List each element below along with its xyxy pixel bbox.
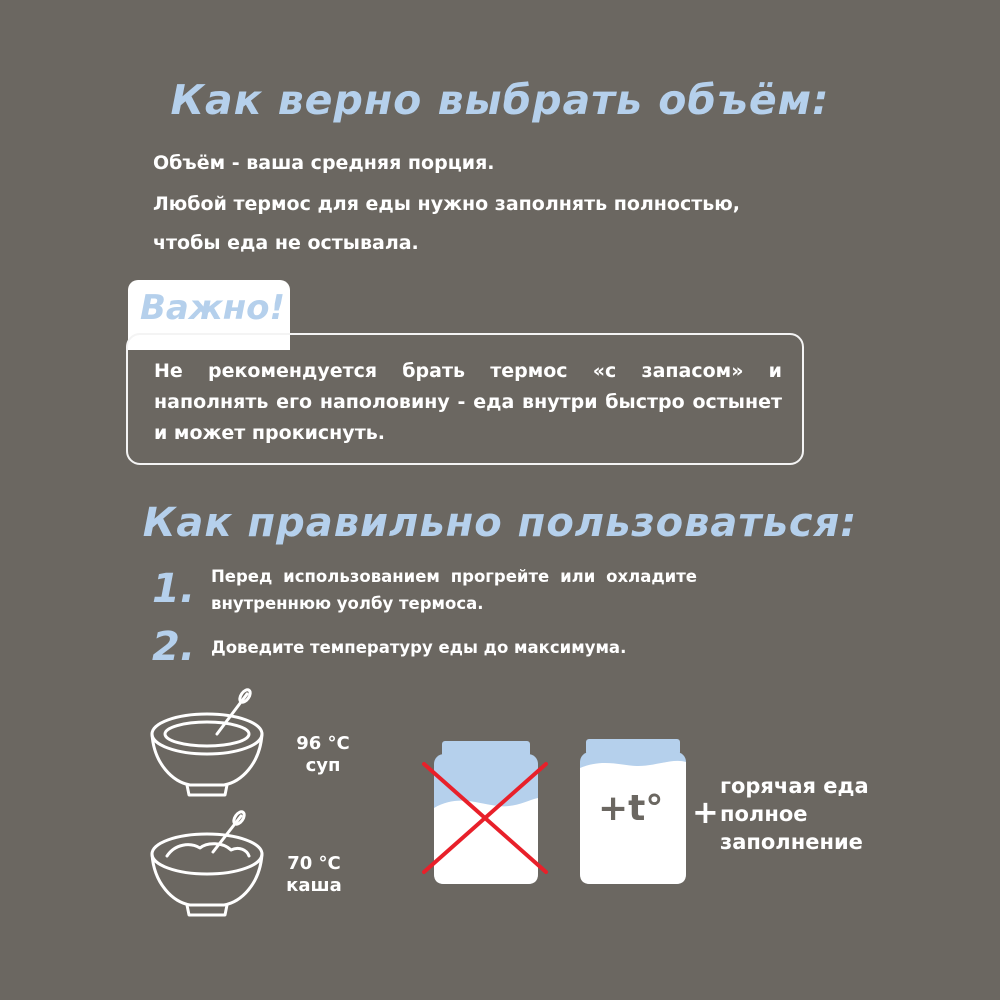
full-label: полное <box>720 802 808 826</box>
usage-title: Как правильно пользоваться: <box>142 500 858 546</box>
half-filled-thermos-icon <box>418 738 554 888</box>
important-label: Важно! <box>140 288 286 328</box>
step-text: Доведите температуру еды до максимума. <box>211 638 627 657</box>
step-number: 1. <box>152 566 196 612</box>
soup-label: суп <box>305 755 341 776</box>
soup-bowl-icon <box>145 682 270 800</box>
porridge-temperature: 70 °C <box>287 853 341 874</box>
plus-sign: + <box>692 793 719 831</box>
hot-food-label: горячая еда <box>720 774 869 798</box>
porridge-label: каша <box>286 875 342 896</box>
heat-label: +t° <box>598 788 664 829</box>
step-number: 2. <box>152 624 196 670</box>
page-title: Как верно выбрать объём: <box>170 76 830 124</box>
filling-label: заполнение <box>720 830 863 854</box>
intro-line: чтобы еда не остывала. <box>153 232 419 254</box>
soup-temperature: 96 °C <box>296 733 350 754</box>
intro-line: Любой термос для еды нужно заполнять полностью, <box>153 193 740 215</box>
porridge-bowl-icon <box>145 808 270 920</box>
step-text: Перед использованием прогрейте или охладите внутреннюю уолбу термоса. <box>211 567 697 613</box>
important-text: Не рекомендуется брать термос «с запасом» и наполнять его наполовину - еда внутри быстро остынет и может прокиснуть. <box>154 360 782 444</box>
intro-line: Объём - ваша средняя порция. <box>153 152 495 174</box>
